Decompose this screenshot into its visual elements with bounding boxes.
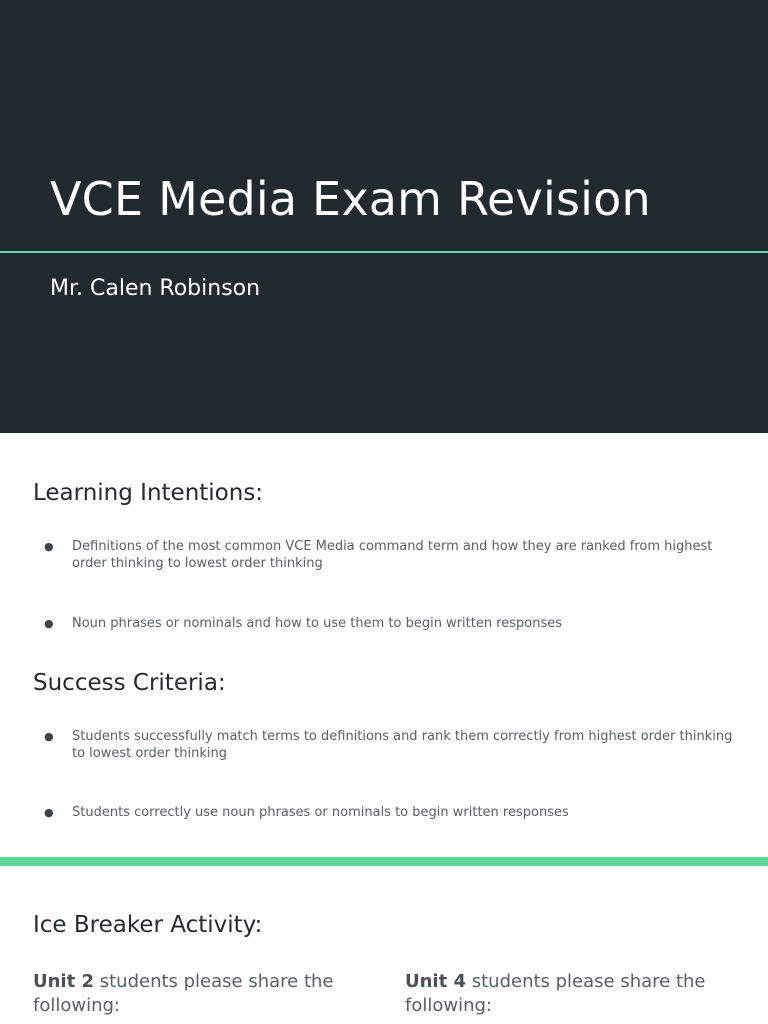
unit-2-text: students please share the following:: [33, 971, 334, 1016]
success-criteria-heading: Success Criteria:: [33, 670, 226, 696]
unit-2-label: Unit 2: [33, 971, 94, 992]
learning-intentions-heading: Learning Intentions:: [33, 480, 264, 506]
title-slide: [0, 0, 768, 433]
bullet-icon: ●: [44, 806, 54, 819]
list-item-text: Students successfully match terms to definitions and rank them correctly from highest order thinking to lowest order thinking: [72, 729, 733, 761]
unit-2-prompt: [33, 970, 353, 1018]
unit-4-text: students please share the following:: [405, 971, 706, 1016]
list-item-text: Noun phrases or nominals and how to use them to begin written responses: [72, 616, 563, 631]
slide-separator: [0, 857, 768, 866]
list-item-text: Students correctly use noun phrases or nominals to begin written responses: [72, 805, 569, 820]
unit-4-prompt: [405, 970, 725, 1018]
bullet-icon: ●: [44, 540, 54, 553]
bullet-icon: ●: [44, 617, 54, 630]
list-item: [44, 538, 734, 572]
bullet-icon: ●: [44, 730, 54, 743]
intentions-slide: [0, 433, 768, 857]
list-item: [44, 615, 734, 632]
title-divider: [0, 251, 768, 253]
presentation-title: VCE Media Exam Revision: [50, 172, 651, 226]
list-item-text: Definitions of the most common VCE Media command term and how they are ranked from highest order thinking to lowest order thinking: [72, 539, 713, 571]
list-item: [44, 804, 734, 821]
list-item: [44, 728, 734, 762]
icebreaker-slide: [0, 866, 768, 1024]
presenter-name: Mr. Calen Robinson: [50, 276, 261, 301]
icebreaker-heading: Ice Breaker Activity:: [33, 912, 263, 938]
unit-4-label: Unit 4: [405, 971, 466, 992]
